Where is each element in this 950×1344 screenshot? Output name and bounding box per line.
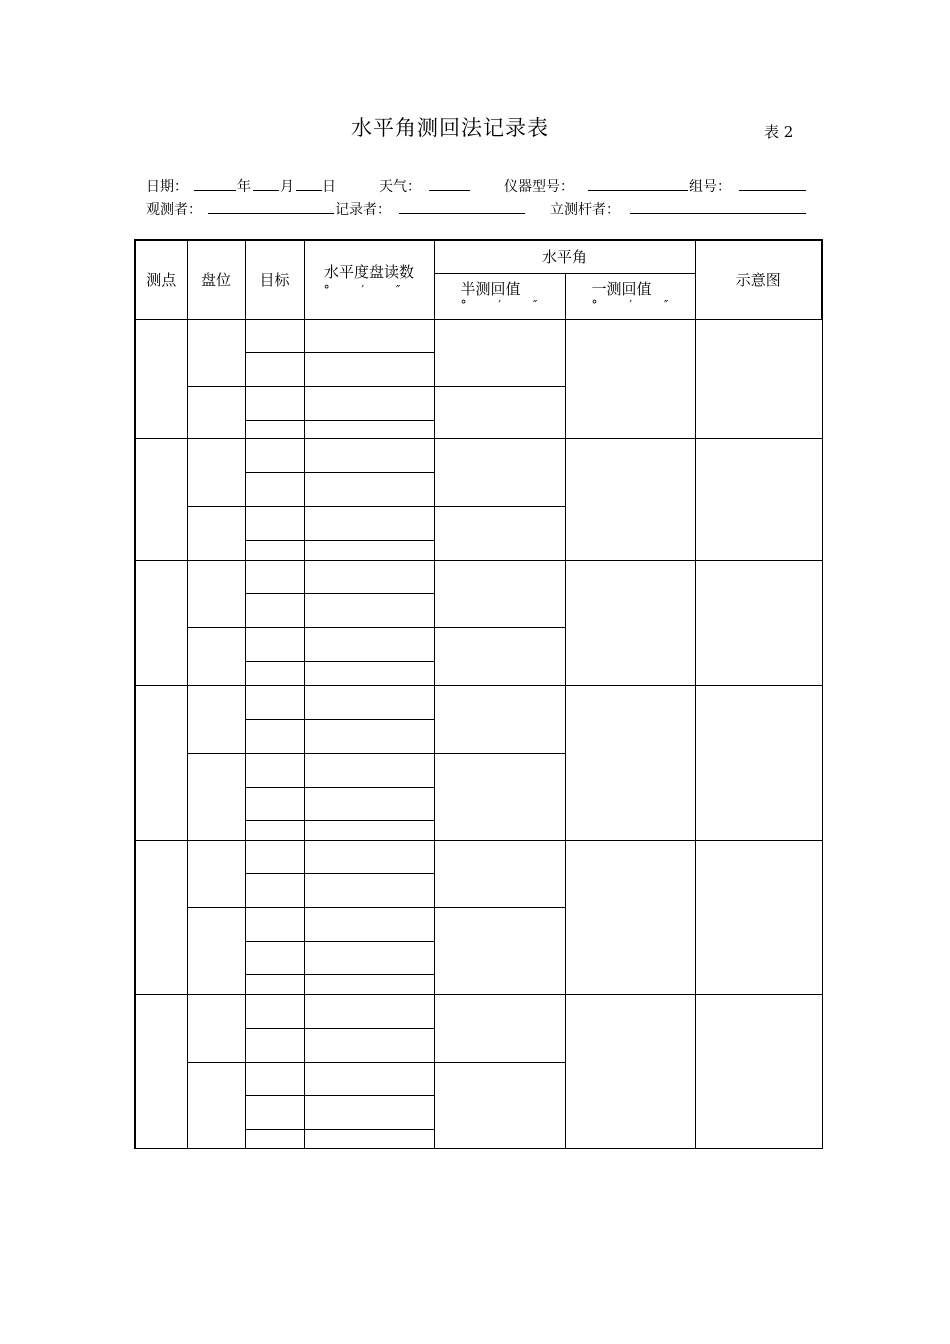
header-circle-reading-units: ° ′ ″ bbox=[323, 282, 415, 297]
target-cell[interactable] bbox=[245, 1028, 304, 1062]
header-one-set-label: 一测回值 bbox=[591, 279, 652, 298]
reading-cell[interactable] bbox=[304, 787, 434, 820]
header-circle-reading-label: 水平度盘读数 bbox=[323, 262, 414, 281]
record-table-body bbox=[135, 319, 822, 1148]
table-row bbox=[135, 840, 822, 873]
one-set-cell[interactable] bbox=[565, 438, 695, 560]
face-cell[interactable] bbox=[187, 627, 245, 685]
target-cell[interactable] bbox=[245, 1129, 304, 1148]
year-blank[interactable] bbox=[194, 176, 236, 191]
face-cell[interactable] bbox=[187, 840, 245, 907]
half-set-cell[interactable] bbox=[434, 840, 565, 907]
target-cell[interactable] bbox=[245, 974, 304, 994]
station-cell[interactable] bbox=[135, 840, 187, 994]
half-set-cell[interactable] bbox=[434, 685, 565, 753]
target-cell[interactable] bbox=[245, 560, 304, 593]
reading-cell[interactable] bbox=[304, 1028, 434, 1062]
reading-cell[interactable] bbox=[304, 506, 434, 540]
half-set-cell[interactable] bbox=[434, 319, 565, 386]
reading-cell[interactable] bbox=[304, 386, 434, 420]
reading-cell[interactable] bbox=[304, 907, 434, 941]
face-cell[interactable] bbox=[187, 685, 245, 753]
header-target: 目标 bbox=[245, 240, 304, 319]
table-row bbox=[135, 994, 822, 1028]
reading-cell[interactable] bbox=[304, 627, 434, 661]
one-set-cell[interactable] bbox=[565, 319, 695, 438]
reading-cell[interactable] bbox=[304, 1129, 434, 1148]
form-title: 水平角测回法记录表 bbox=[351, 116, 549, 140]
header-sketch: 示意图 bbox=[695, 240, 822, 319]
month-label: 月 bbox=[280, 179, 294, 195]
observer-label: 观测者： bbox=[146, 202, 202, 218]
one-set-cell[interactable] bbox=[565, 560, 695, 685]
reading-cell[interactable] bbox=[304, 420, 434, 438]
reading-cell[interactable] bbox=[304, 540, 434, 560]
one-set-cell[interactable] bbox=[565, 840, 695, 994]
weather-label: 天气： bbox=[379, 179, 421, 195]
target-cell[interactable] bbox=[245, 907, 304, 941]
date-label: 日期： bbox=[146, 179, 188, 195]
header-half-set-label: 半测回值 bbox=[460, 279, 521, 298]
reading-cell[interactable] bbox=[304, 941, 434, 974]
face-cell[interactable] bbox=[187, 386, 245, 438]
header-one-set-units: ° ′ ″ bbox=[591, 297, 683, 312]
reading-cell[interactable] bbox=[304, 438, 434, 472]
reading-cell[interactable] bbox=[304, 873, 434, 907]
group-label: 组号： bbox=[689, 179, 731, 195]
station-cell[interactable] bbox=[135, 685, 187, 840]
reading-cell[interactable] bbox=[304, 352, 434, 386]
target-cell[interactable] bbox=[245, 352, 304, 386]
sketch-cell[interactable] bbox=[695, 560, 822, 685]
face-cell[interactable] bbox=[187, 994, 245, 1062]
target-cell[interactable] bbox=[245, 593, 304, 627]
target-cell[interactable] bbox=[245, 1095, 304, 1129]
sketch-cell[interactable] bbox=[695, 840, 822, 994]
table-number: 表 2 bbox=[764, 123, 794, 141]
header-one-set bbox=[565, 273, 695, 319]
face-cell[interactable] bbox=[187, 1062, 245, 1148]
reading-cell[interactable] bbox=[304, 661, 434, 685]
header-face: 盘位 bbox=[187, 240, 245, 319]
face-cell[interactable] bbox=[187, 506, 245, 560]
reading-cell[interactable] bbox=[304, 753, 434, 787]
target-cell[interactable] bbox=[245, 685, 304, 719]
header-horizontal-angle: 水平角 bbox=[434, 240, 695, 273]
station-cell[interactable] bbox=[135, 438, 187, 560]
instrument-label: 仪器型号： bbox=[504, 179, 574, 195]
target-cell[interactable] bbox=[245, 506, 304, 540]
target-cell[interactable] bbox=[245, 840, 304, 873]
reading-cell[interactable] bbox=[304, 685, 434, 719]
half-set-cell[interactable] bbox=[434, 386, 565, 438]
reading-cell[interactable] bbox=[304, 820, 434, 840]
one-set-cell[interactable] bbox=[565, 685, 695, 840]
half-set-cell[interactable] bbox=[434, 438, 565, 506]
half-set-cell[interactable] bbox=[434, 560, 565, 627]
half-set-cell[interactable] bbox=[434, 1062, 565, 1148]
reading-cell[interactable] bbox=[304, 974, 434, 994]
face-cell[interactable] bbox=[187, 907, 245, 994]
pole-holder-label: 立测杆者： bbox=[550, 202, 620, 218]
target-cell[interactable] bbox=[245, 540, 304, 560]
header-circle-reading bbox=[304, 240, 434, 319]
reading-cell[interactable] bbox=[304, 1095, 434, 1129]
target-cell[interactable] bbox=[245, 319, 304, 352]
target-cell[interactable] bbox=[245, 753, 304, 787]
sketch-cell[interactable] bbox=[695, 994, 822, 1148]
face-cell[interactable] bbox=[187, 319, 245, 386]
target-cell[interactable] bbox=[245, 1062, 304, 1095]
station-cell[interactable] bbox=[135, 994, 187, 1148]
target-cell[interactable] bbox=[245, 994, 304, 1028]
target-cell[interactable] bbox=[245, 941, 304, 974]
header-half-set bbox=[434, 273, 565, 319]
recorder-label: 记录者： bbox=[335, 202, 391, 218]
target-cell[interactable] bbox=[245, 420, 304, 438]
half-set-cell[interactable] bbox=[434, 506, 565, 560]
year-label: 年 bbox=[237, 179, 251, 195]
target-cell[interactable] bbox=[245, 661, 304, 685]
sketch-cell[interactable] bbox=[695, 685, 822, 840]
face-cell[interactable] bbox=[187, 438, 245, 506]
reading-cell[interactable] bbox=[304, 1062, 434, 1095]
reading-cell[interactable] bbox=[304, 719, 434, 753]
target-cell[interactable] bbox=[245, 438, 304, 472]
target-cell[interactable] bbox=[245, 627, 304, 661]
target-cell[interactable] bbox=[245, 787, 304, 820]
station-cell[interactable] bbox=[135, 560, 187, 685]
one-set-cell[interactable] bbox=[565, 994, 695, 1148]
reading-cell[interactable] bbox=[304, 593, 434, 627]
reading-cell[interactable] bbox=[304, 994, 434, 1028]
target-cell[interactable] bbox=[245, 472, 304, 506]
half-set-cell[interactable] bbox=[434, 627, 565, 685]
reading-cell[interactable] bbox=[304, 319, 434, 352]
table-row bbox=[135, 560, 822, 593]
target-cell[interactable] bbox=[245, 386, 304, 420]
sketch-cell[interactable] bbox=[695, 438, 822, 560]
table-row bbox=[135, 438, 822, 472]
table-row bbox=[135, 685, 822, 719]
face-cell[interactable] bbox=[187, 560, 245, 627]
record-table bbox=[134, 239, 823, 1149]
half-set-cell[interactable] bbox=[434, 753, 565, 840]
half-set-cell[interactable] bbox=[434, 994, 565, 1062]
reading-cell[interactable] bbox=[304, 560, 434, 593]
target-cell[interactable] bbox=[245, 820, 304, 840]
day-label: 日 bbox=[322, 179, 336, 195]
reading-cell[interactable] bbox=[304, 840, 434, 873]
sketch-cell[interactable] bbox=[695, 319, 822, 438]
target-cell[interactable] bbox=[245, 873, 304, 907]
face-cell[interactable] bbox=[187, 753, 245, 840]
target-cell[interactable] bbox=[245, 719, 304, 753]
half-set-cell[interactable] bbox=[434, 907, 565, 994]
reading-cell[interactable] bbox=[304, 472, 434, 506]
header-half-set-units: ° ′ ″ bbox=[460, 297, 552, 312]
table-row bbox=[135, 319, 822, 352]
header-station: 测点 bbox=[135, 240, 187, 319]
station-cell[interactable] bbox=[135, 319, 187, 438]
